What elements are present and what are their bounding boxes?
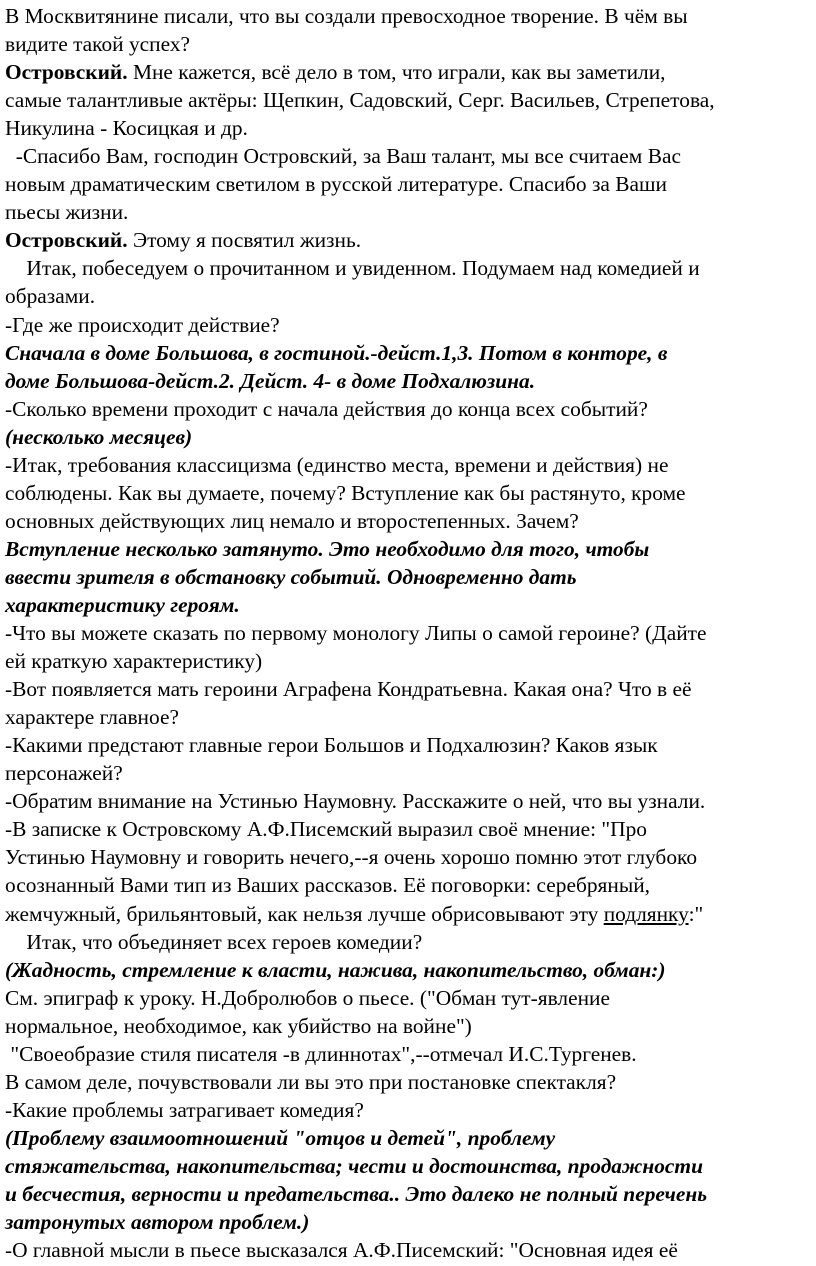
answer-text: (Проблему взаимоотношений "отцов и детей", проблему bbox=[5, 1125, 556, 1150]
text-segment: -Какими предстают главные герои Большов и Подхалюзин? Каков язык bbox=[5, 733, 658, 758]
text-line bbox=[5, 2, 812, 30]
text-line bbox=[5, 1012, 812, 1040]
text-segment: характере главное? bbox=[5, 705, 179, 730]
text-segment: ей краткую характеристику) bbox=[5, 649, 263, 674]
text-segment: -Где же происходит действие? bbox=[5, 312, 280, 337]
answer-text: (Жадность, стремление к власти, нажива, накопительство, обман:) bbox=[5, 957, 666, 982]
text-line bbox=[5, 787, 812, 815]
text-segment: -Что вы можете сказать по первому монологу Липы о самой героине? (Дайте bbox=[5, 621, 707, 646]
text-line bbox=[5, 900, 812, 928]
text-line bbox=[5, 451, 812, 479]
answer-text: ввести зрителя в обстановку событий. Одновременно дать bbox=[5, 564, 577, 589]
text-segment: пьесы жизни. bbox=[5, 200, 129, 225]
text-line bbox=[5, 535, 812, 563]
answer-text: затронутых автором проблем.) bbox=[5, 1210, 310, 1235]
text-line bbox=[5, 1236, 812, 1264]
text-line bbox=[5, 142, 812, 170]
text-segment: -Сколько времени проходит с начала действия до конца всех событий? bbox=[5, 396, 648, 421]
text-line bbox=[5, 395, 812, 423]
text-segment: Никулина - Косицкая и др. bbox=[5, 116, 248, 141]
text-segment: В самом деле, почувствовали ли вы это при постановке спектакля? bbox=[5, 1069, 617, 1094]
text-line bbox=[5, 226, 812, 254]
text-line bbox=[5, 198, 812, 226]
text-line bbox=[5, 1124, 812, 1152]
text-segment: жемчужный, брильянтовый, как нельзя лучше обрисовывают эту bbox=[5, 901, 604, 926]
text-line bbox=[5, 871, 812, 899]
text-segment: -Какие проблемы затрагивает комедия? bbox=[5, 1097, 364, 1122]
text-segment: нормальное, необходимое, как убийство на войне") bbox=[5, 1013, 472, 1038]
answer-text: Вступление несколько затянуто. Это необходимо для того, чтобы bbox=[5, 536, 650, 561]
text-line bbox=[5, 591, 812, 619]
text-line bbox=[5, 1096, 812, 1124]
text-line bbox=[5, 984, 812, 1012]
text-segment: Этому я посвятил жизнь. bbox=[127, 228, 362, 253]
text-segment: новым драматическим светилом в русской литературе. Спасибо за Ваши bbox=[5, 172, 667, 197]
text-line bbox=[5, 282, 812, 310]
text-line bbox=[5, 731, 812, 759]
text-line bbox=[5, 647, 812, 675]
text-segment: -Вот появляется мать героини Аграфена Кондратьевна. Какая она? Что в её bbox=[5, 677, 692, 702]
speaker-name: Островский. bbox=[5, 228, 128, 253]
text-line bbox=[5, 675, 812, 703]
text-line bbox=[5, 1208, 812, 1236]
answer-text: доме Большова-дейст.2. Дейст. 4- в доме Подхалюзина. bbox=[5, 368, 536, 393]
text-segment: осознанный Вами тип из Ваших рассказов. Её поговорки: серебряный, bbox=[5, 873, 651, 898]
text-segment: -Обратим внимание на Устинью Наумовну. Расскажите о ней, что вы узнали. bbox=[5, 789, 706, 814]
text-segment: Мне кажется, всё дело в том, что играли, как вы заметили, bbox=[127, 60, 666, 85]
text-line bbox=[5, 86, 812, 114]
underlined-word: подлянку bbox=[603, 901, 689, 926]
text-segment: "Своеобразие стиля писателя -в длиннотах",--отмечал И.С.Тургенев. bbox=[5, 1041, 637, 1066]
text-line bbox=[5, 479, 812, 507]
answer-text: характеристику героям. bbox=[5, 592, 240, 617]
text-segment: самые талантливые актёры: Щепкин, Садовский, Серг. Васильев, Стрепетова, bbox=[5, 88, 715, 113]
answer-text: (несколько месяцев) bbox=[5, 424, 193, 449]
text-line bbox=[5, 843, 812, 871]
answer-text: стяжательства, накопительства; чести и достоинства, продажности bbox=[5, 1153, 703, 1178]
text-line bbox=[5, 58, 812, 86]
text-line bbox=[5, 619, 812, 647]
text-line bbox=[5, 1180, 812, 1208]
text-line bbox=[5, 1040, 812, 1068]
text-line bbox=[5, 423, 812, 451]
text-segment: :" bbox=[688, 901, 704, 926]
text-segment: См. эпиграф к уроку. Н.Добролюбов о пьесе. ("Обман тут-явление bbox=[5, 985, 610, 1010]
text-segment: образами. bbox=[5, 284, 96, 309]
text-segment: Устинью Наумовну и говорить нечего,--я очень хорошо помню этот глубоко bbox=[5, 845, 698, 870]
text-line bbox=[5, 114, 812, 142]
text-line bbox=[5, 928, 812, 956]
text-line bbox=[5, 1068, 812, 1096]
text-line bbox=[5, 956, 812, 984]
text-line bbox=[5, 1152, 812, 1180]
text-segment: -В записке к Островскому А.Ф.Писемский выразил своё мнение: "Про bbox=[5, 817, 647, 842]
text-segment: -О главной мысли в пьесе высказался А.Ф.Писемский: "Основная идея её bbox=[5, 1238, 678, 1263]
text-line bbox=[5, 311, 812, 339]
text-segment: персонажей? bbox=[5, 761, 123, 786]
answer-text: Сначала в доме Большова, в гостиной.-дейст.1,3. Потом в конторе, в bbox=[5, 340, 668, 365]
text-line bbox=[5, 815, 812, 843]
text-line bbox=[5, 703, 812, 731]
text-line bbox=[5, 30, 812, 58]
text-line bbox=[5, 339, 812, 367]
text-segment: Итак, что объединяет всех героев комедии? bbox=[5, 929, 423, 954]
text-line bbox=[5, 254, 812, 282]
text-line bbox=[5, 507, 812, 535]
text-segment: Итак, побеседуем о прочитанном и увиденном. Подумаем над комедией и bbox=[5, 256, 700, 281]
text-line bbox=[5, 563, 812, 591]
text-segment: соблюдены. Как вы думаете, почему? Вступление как бы растянуто, кроме bbox=[5, 480, 686, 505]
text-line bbox=[5, 759, 812, 787]
text-segment: видите такой успех? bbox=[5, 32, 191, 57]
text-segment: В Москвитянине писали, что вы создали превосходное творение. В чём вы bbox=[5, 4, 688, 28]
text-segment: основных действующих лиц немало и второстепенных. Зачем? bbox=[5, 508, 579, 533]
text-segment: -Спасибо Вам, господин Островский, за Ваш талант, мы все считаем Вас bbox=[5, 144, 681, 169]
answer-text: и бесчестия, верности и предательства.. Это далеко не полный перечень bbox=[5, 1181, 707, 1206]
text-segment: -Итак, требования классицизма (единство места, времени и действия) не bbox=[5, 452, 669, 477]
speaker-name: Островский. bbox=[5, 60, 128, 85]
text-line bbox=[5, 170, 812, 198]
text-line bbox=[5, 367, 812, 395]
